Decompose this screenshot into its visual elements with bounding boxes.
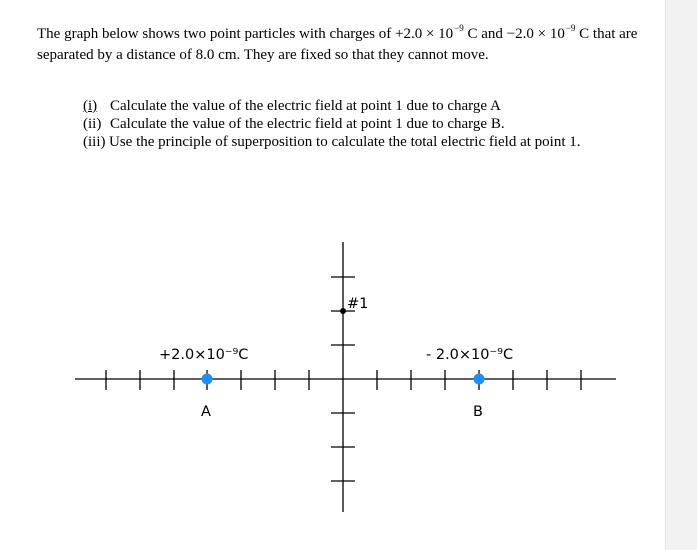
- question-iii: (iii) Use the principle of superposition to calculate the total electric field at point 1.: [83, 134, 581, 150]
- question-i: (i) Calculate the value of the electric field at point 1 due to charge A: [83, 98, 501, 114]
- charge-a-name: A: [201, 404, 211, 420]
- point-1-label: #1: [347, 296, 369, 312]
- charge-b-dot: [474, 374, 485, 385]
- charge-b-name: B: [473, 404, 483, 420]
- charge-a-value: +2.0×10⁻⁹C: [159, 347, 249, 363]
- scrollbar-gutter[interactable]: [665, 0, 697, 550]
- question-ii: (ii) Calculate the value of the electric field at point 1 due to charge B.: [83, 116, 505, 132]
- point-1-marker: [340, 308, 346, 314]
- charge-b-value: - 2.0×10⁻⁹C: [426, 347, 514, 363]
- intro-paragraph: The graph below shows two point particles with charges of $+2.0 \times 10^{-9}$ C and $-2.0 \times 10^{-9}$ C that are separated by a distance of 8.0 cm. They are fixed so that they cannot move.: [37, 23, 638, 63]
- charge-a-dot: [202, 374, 213, 385]
